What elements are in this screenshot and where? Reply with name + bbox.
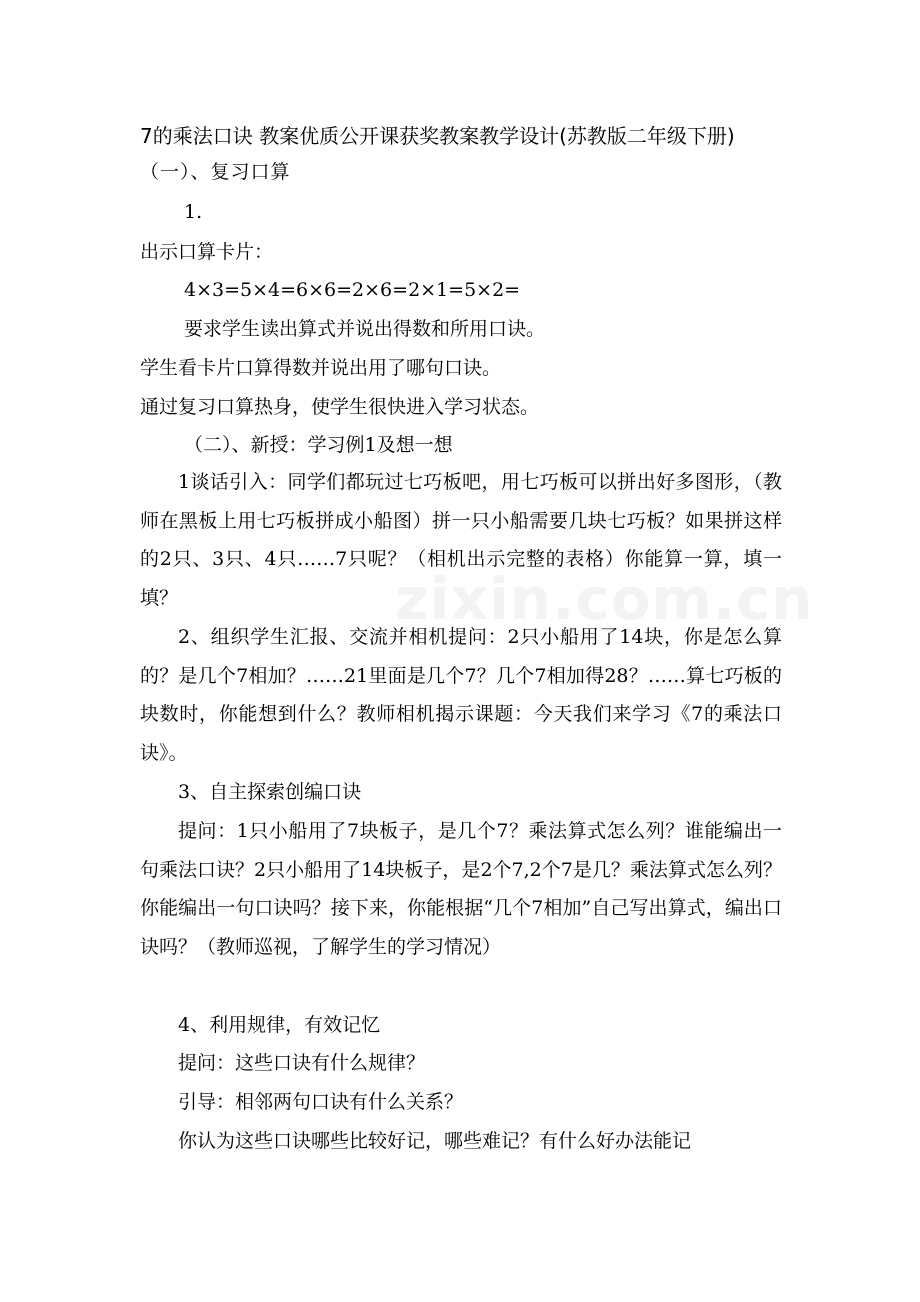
paragraph-report: 2、组织学生汇报、交流并相机提问：2只小船用了14块，你是怎么算的？是几个7相加？……21里面是几个7？几个7相加得28？……算七巧板的块数时，你能想到什么？教师相机揭示课题：今天我们来学习《7的乘法口诀》。 [140,626,782,764]
paragraph-pattern-question: 提问：这些口诀有什么规律？ [178,1052,426,1074]
paragraph-question: 提问：1只小船用了7块板子，是几个7？乘法算式怎么列？谁能编出一句乘法口诀？2只小船用了14块板子，是2个7,2个7是几？乘法算式怎么列？你能编出一句口诀吗？接下来，你能根据“几个7相加”自己写出算式，编出口诀吗？（教师巡视，了解学生的学习情况） [140,820,782,958]
show-cards-text: 出示口算卡片： [140,241,274,263]
requirement-text: 要求学生读出算式并说出得数和所用口诀。 [184,318,546,340]
section1-heading: （一）、复习口算 [140,161,291,183]
review-purpose-text: 通过复习口算热身，使学生很快进入学习状态。 [140,396,540,418]
paragraph-pattern-heading: 4、利用规律，有效记忆 [178,1014,381,1036]
paragraph-intro: 1谈话引入：同学们都玩过七巧板吧，用七巧板可以拼出好多图形，（教师在黑板上用七巧板拼成小船图）拼一只小船需要几块七巧板？如果拼这样的2只、3只、4只……7只呢？（相机出示完整的表格）你能算一算，填一填？ [140,471,782,609]
section2-heading: （二）、新授：学习例1及想一想 [184,434,453,456]
item1-number: 1. [184,201,203,223]
paragraph-explore-heading: 3、自主探索创编口诀 [178,781,362,803]
paragraph-memory: 你认为这些口诀哪些比较好记，哪些难记？有什么好办法能记 [178,1130,692,1152]
paragraph-guide: 引导：相邻两句口诀有什么关系？ [178,1091,464,1113]
watermark: zixin.com.cn [395,565,814,633]
document-title: 7的乘法口诀 教案优质公开课获奖教案教学设计(苏教版二年级下册) [140,124,735,148]
equations-line: 4×3=5×4=6×6=2×6=2×1=5×2= [184,279,521,301]
students-calc-text: 学生看卡片口算得数并说出用了哪句口诀。 [140,357,502,379]
